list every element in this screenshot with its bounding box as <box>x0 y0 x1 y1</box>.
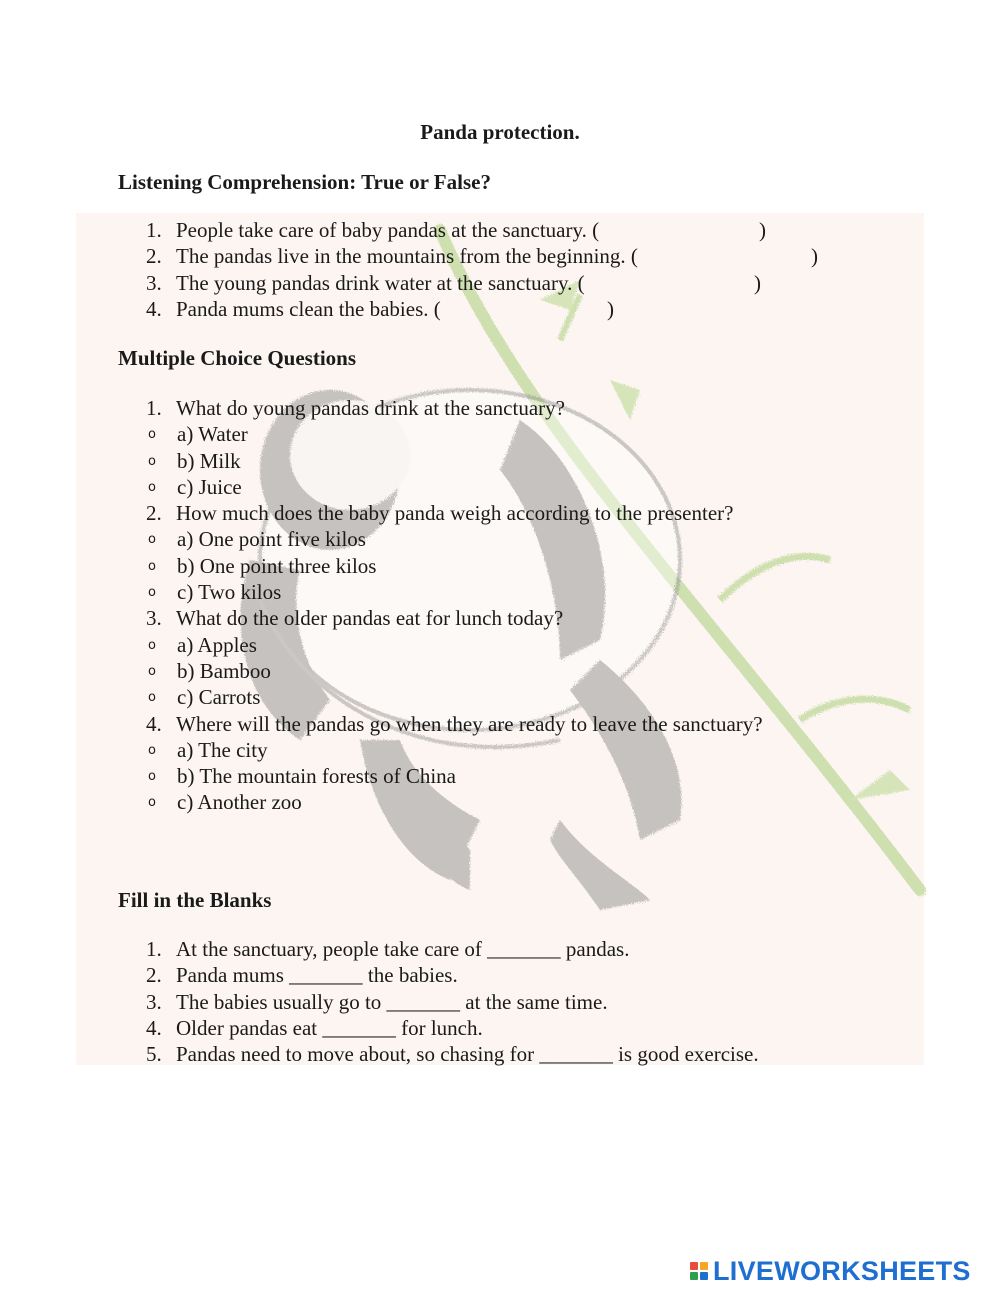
bullet-icon: o <box>148 795 156 811</box>
fill-blank-item: 3. The babies usually go to _______ at the same time. <box>146 989 608 1014</box>
mc-option: o a) One point five kilos <box>148 527 366 552</box>
fill-blank-item: 1. At the sanctuary, people take care of _______ pandas. <box>146 937 630 961</box>
logo-square <box>700 1262 708 1270</box>
mc-question-text: How much does the baby panda weigh according to the presenter? <box>176 501 734 526</box>
mc-question: 3. What do the older pandas eat for lunch today? o a) Apples o b) Bamboo o c) Carrots <box>118 605 918 710</box>
bullet-icon: o <box>148 690 156 706</box>
mc-question-text: Where will the pandas go when they are ready to leave the sanctuary? <box>176 711 763 736</box>
answer-close-paren: ) <box>759 218 766 242</box>
multiple-choice-heading: Multiple Choice Questions <box>118 346 357 370</box>
true-false-item: 3. The young pandas drink water at the sanctuary. ( ) <box>146 270 761 295</box>
mc-question: 4. Where will the pandas go when they are ready to leave the sanctuary? o a) The city o b) The mountain forests of China o c) Another zoo <box>118 711 918 816</box>
mc-option: o b) One point three kilos <box>148 553 377 578</box>
mc-option: o b) Bamboo <box>148 658 271 683</box>
bullet-icon: o <box>148 479 156 495</box>
mc-option: o b) The mountain forests of China <box>148 764 456 789</box>
answer-close-paren: ) <box>754 270 761 295</box>
true-false-question: People take care of baby pandas at the sanctuary. ( <box>176 218 600 242</box>
mc-option: o a) The city <box>148 737 268 762</box>
bullet-icon: o <box>148 637 156 653</box>
bullet-icon: o <box>148 427 156 443</box>
bullet-icon: o <box>148 558 156 574</box>
bullet-icon: o <box>148 742 156 758</box>
bullet-icon: o <box>148 663 156 679</box>
mc-option: o c) Two kilos <box>148 580 282 605</box>
fill-blank-text: At the sanctuary, people take care of _______ pandas. <box>176 937 630 961</box>
answer-close-paren: ) <box>811 244 818 269</box>
mc-question: 2. How much does the baby panda weigh according to the presenter? o a) One point five kilos o b) One point three kilos o c) Two kilos <box>118 500 918 605</box>
logo-grid-icon <box>690 1262 708 1280</box>
fill-blank-item: 4. Older pandas eat _______ for lunch. <box>146 1015 483 1040</box>
mc-question-text: What do the older pandas eat for lunch today? <box>176 606 564 631</box>
true-false-question: The young pandas drink water at the sanctuary. ( <box>176 270 585 295</box>
true-false-question: The pandas live in the mountains from the beginning. ( <box>176 244 638 269</box>
mc-option: o c) Carrots <box>148 685 261 710</box>
mc-question: 1. What do young pandas drink at the sanctuary? o a) Water o b) Milk o c) Juice <box>118 395 918 500</box>
fill-blank-text: Pandas need to move about, so chasing for _______ is good exercise. <box>176 1042 759 1067</box>
multiple-choice-list <box>118 395 918 816</box>
liveworksheets-logo[interactable] <box>690 1255 971 1287</box>
fill-blank-text: Older pandas eat _______ for lunch. <box>176 1015 483 1040</box>
logo-square <box>700 1272 708 1280</box>
bullet-icon: o <box>148 532 156 548</box>
fill-blank-item: 5. Pandas need to move about, so chasing for _______ is good exercise. <box>146 1042 759 1067</box>
fill-blank-item: 2. Panda mums _______ the babies. <box>146 963 458 988</box>
logo-square <box>690 1272 698 1280</box>
bullet-icon: o <box>148 769 156 785</box>
mc-option: o c) Juice <box>148 474 242 499</box>
fill-blanks-list <box>118 936 918 1067</box>
fill-blank-text: The babies usually go to _______ at the same time. <box>176 989 608 1014</box>
fill-blank-text: Panda mums _______ the babies. <box>176 963 458 988</box>
mc-option: o a) Apples <box>148 632 257 657</box>
true-false-list <box>118 217 918 322</box>
bullet-icon: o <box>148 585 156 601</box>
true-false-heading: Listening Comprehension: True or False? <box>118 170 491 194</box>
mc-option: o c) Another zoo <box>148 790 302 815</box>
mc-option: o b) Milk <box>148 448 241 473</box>
mc-option: o a) Water <box>148 422 248 447</box>
bullet-icon: o <box>148 453 156 469</box>
logo-text: LIVEWORKSHEETS <box>713 1255 971 1286</box>
true-false-item: 2. The pandas live in the mountains from the beginning. ( ) <box>146 244 818 269</box>
worksheet-title: Panda protection. <box>420 120 580 144</box>
mc-question-text: What do young pandas drink at the sanctuary? <box>176 396 565 420</box>
logo-square <box>690 1262 698 1270</box>
fill-blanks-heading: Fill in the Blanks <box>118 888 272 912</box>
true-false-item: 1. People take care of baby pandas at the sanctuary. ( ) <box>146 218 766 242</box>
true-false-question: Panda mums clean the babies. ( <box>176 296 441 321</box>
true-false-item: 4. Panda mums clean the babies. ( ) <box>146 296 614 321</box>
answer-close-paren: ) <box>607 296 614 321</box>
